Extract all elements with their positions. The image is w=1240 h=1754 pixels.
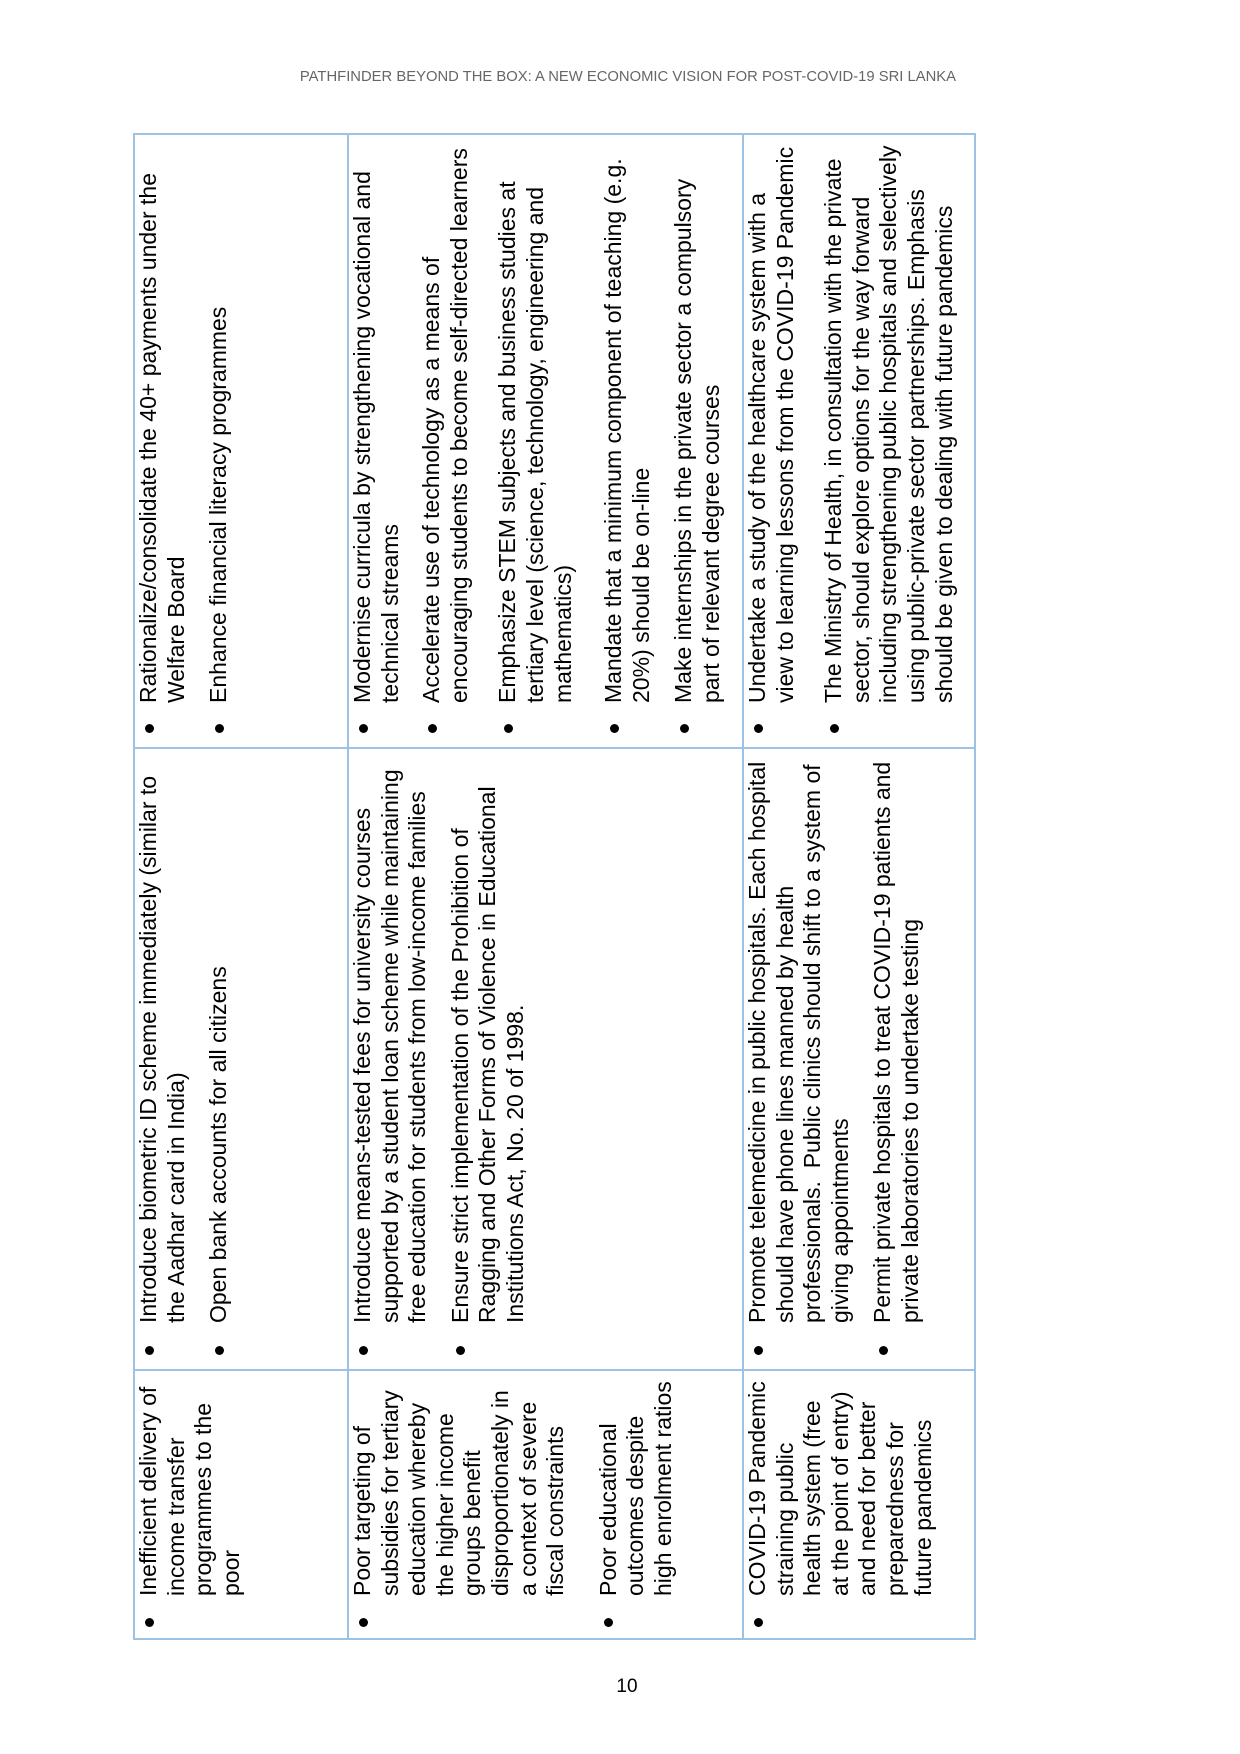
bullet-icon [359,1347,368,1356]
bullet-icon [504,725,513,734]
bullet-icon [215,1347,224,1356]
bullet-icon [215,725,224,734]
bullet-icon [359,1619,368,1628]
bullet-icon [145,1347,154,1356]
table-cell [744,749,974,1369]
bullet-icon [359,725,368,734]
bullet-text: Permit private hospitals to treat COVID-19 patients and private laboratories to undertake testing [869,761,923,1323]
table-cell [135,135,347,747]
bullet-item [349,1375,570,1638]
page-number: 10 [616,1676,638,1697]
bullet-item [349,139,404,747]
bullet-text: Mandate that a minimum component of teaching (e.g. 20%) should be on-line [600,158,654,703]
bullet-text: Introduce biometric ID scheme immediately (similar to the Aadhar card in India) [135,775,189,1323]
bullet-item [600,139,655,747]
bullet-icon [456,1347,465,1356]
bullet-item [418,139,473,747]
bullet-item [135,139,190,747]
bullet-text: Emphasize STEM subjects and business studies at tertiary level (science, technology, engineering and mathematics) [494,181,576,703]
bullet-item [135,753,190,1369]
bullet-item [494,139,577,747]
bullet-icon [830,725,839,734]
bullet-text: Inefficient delivery of income transfer programmes to the poor [135,1386,244,1596]
bullet-text: Rationalize/consolidate the 40+ payments under the Welfare Board [135,173,189,703]
table-cell [349,135,742,747]
bullet-item [670,139,725,747]
bullet-item [744,1375,937,1638]
bullet-text: Enhance financial literacy programmes [205,306,232,703]
bullet-icon [879,1347,888,1356]
bullet-icon [754,725,763,734]
table-cell-issue [744,1371,974,1638]
bullet-text: Poor targeting of subsidies for tertiary education whereby the higher income groups benefit disproportionately in a context of severe fiscal constraints [349,1390,569,1596]
table-cell [744,135,974,747]
bullet-item [205,139,233,747]
bullet-text: Introduce means-tested fees for university courses supported by a student loan scheme while maintaining free education for students from low-income families [349,769,431,1323]
bullet-item [447,753,530,1369]
bullet-text: Modernise curricula by strengthening vocational and technical streams [349,171,403,703]
bullet-text: Open bank accounts for all citizens [205,966,232,1323]
bullet-item [595,1375,678,1638]
bullet-text: The Ministry of Health, in consultation with the private sector, should explore options for the way forward including strengthening public hospitals and selectively using public-private sector partnerships. Emphasis should be given to dealing with future pandemics [820,145,957,703]
bullet-text: Poor educational outcomes despite high enrolment ratios [594,1381,676,1596]
bullet-item [869,753,924,1369]
table-cell-issue [349,1371,742,1638]
bullet-icon [428,725,437,734]
table-cell [135,749,347,1369]
bullet-icon [145,1619,154,1628]
bullet-icon [145,725,154,734]
bullet-text: Accelerate use of technology as a means of encouraging students to become self-directed learners [418,148,472,703]
bullet-text: Promote telemedicine in public hospitals. Each hospital should have phone lines manned by health professionals. Public clinics should shift to a system of giving appointments [744,761,853,1323]
bullet-text: Ensure strict implementation of the Prohibition of Ragging and Other Forms of Violence in Educational Institutions Act, No. 20 of 1998. [446,786,528,1323]
running-header: PATHFINDER BEYOND THE BOX: A NEW ECONOMIC VISION FOR POST-COVID-19 SRI LANKA [299,69,956,85]
bullet-text: Make internships in the private sector a compulsory part of relevant degree courses [670,178,724,703]
bullet-item [205,753,233,1369]
bullet-text: COVID-19 Pandemic straining public health system (free at the point of entry) and need for better preparedness for future pandemics [744,1381,936,1596]
bullet-icon [754,1619,763,1628]
bullet-item [820,139,958,747]
bullet-icon [610,725,619,734]
bullet-text: Undertake a study of the healthcare system with a view to learning lessons from the COVID-19 Pandemic [744,146,798,703]
bullet-icon [604,1619,613,1628]
bullet-icon [680,725,689,734]
policy-table [133,133,976,1640]
bullet-item [744,753,854,1369]
bullet-icon [754,1347,763,1356]
table-cell-issue [135,1371,347,1638]
table-cell [349,749,742,1369]
bullet-item [744,139,799,747]
bullet-item [349,753,432,1369]
bullet-item [135,1375,245,1638]
